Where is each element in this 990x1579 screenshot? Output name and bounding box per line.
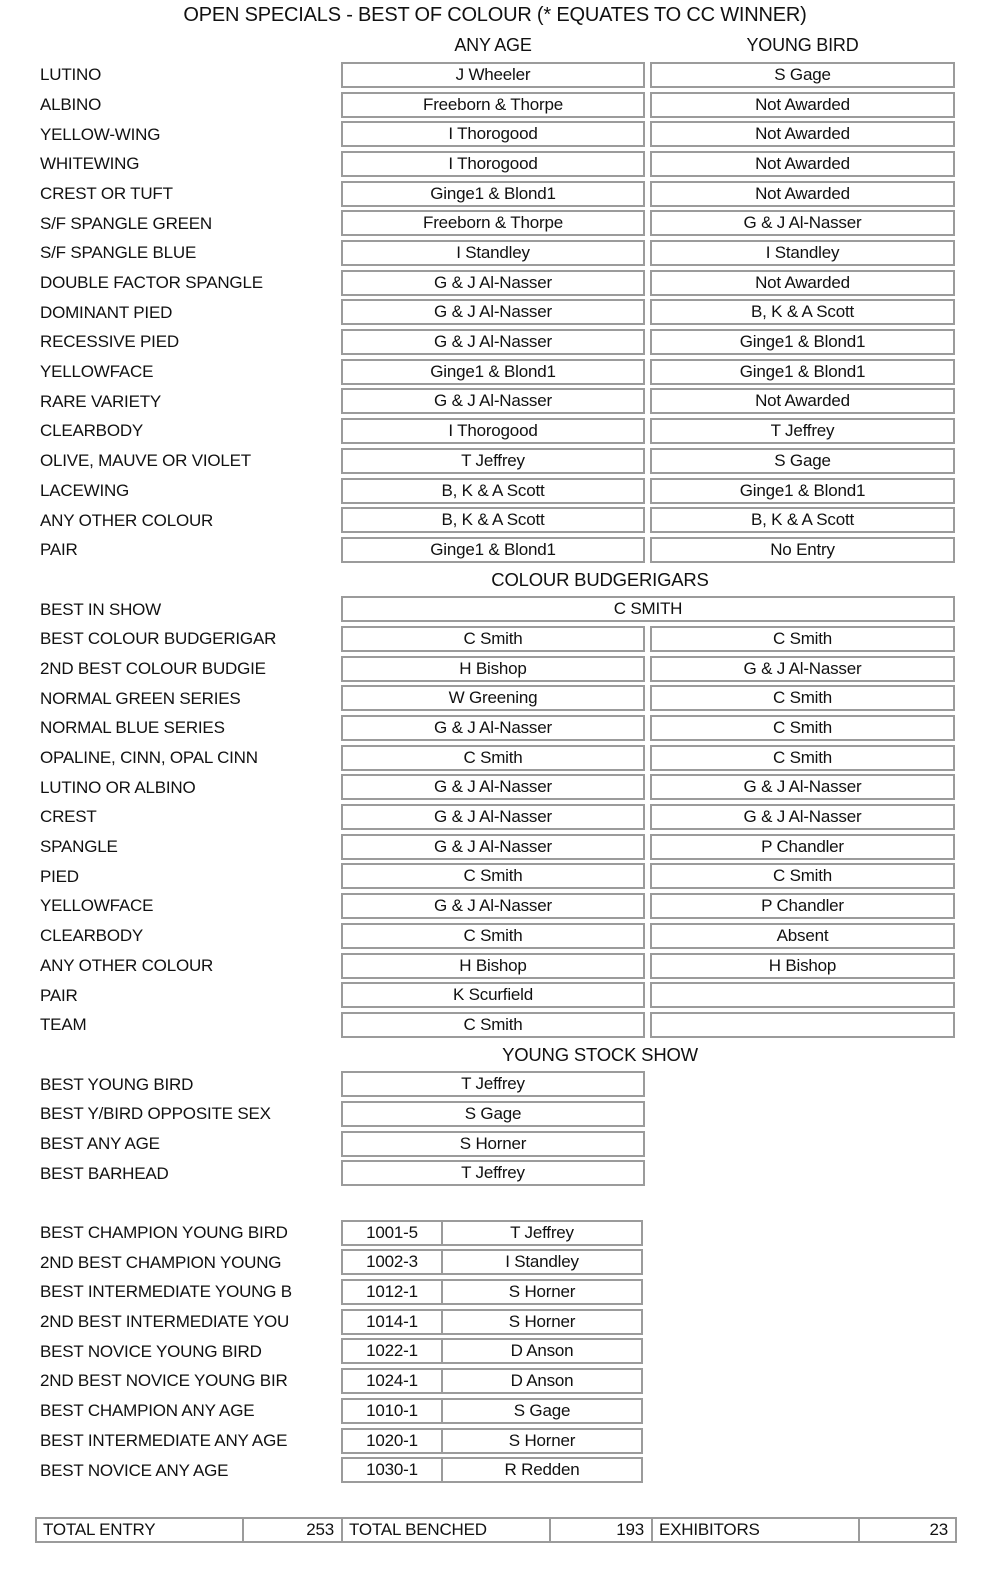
- young-bird-cell: G & J Al-Nasser: [650, 774, 955, 800]
- winner-cell: S Horner: [508, 1282, 576, 1302]
- row-label: BEST ANY AGE: [40, 1133, 160, 1153]
- award-cell-group: [341, 1428, 643, 1454]
- young-bird-cell: P Chandler: [650, 834, 955, 860]
- table-row: [0, 654, 990, 684]
- any-age-cell: I Standley: [341, 240, 645, 266]
- cage-code-cell: 1022-1: [343, 1340, 443, 1362]
- table-row: [0, 179, 990, 209]
- young-bird-cell: B, K & A Scott: [650, 299, 955, 325]
- table-row: [0, 862, 990, 892]
- table-row: [0, 1218, 990, 1248]
- table-row: [0, 1337, 990, 1367]
- row-label: LACEWING: [40, 480, 130, 500]
- table-row: [0, 684, 990, 714]
- row-label: OPALINE, CINN, OPAL CINN: [40, 748, 258, 768]
- any-age-cell: Ginge1 & Blond1: [341, 537, 645, 563]
- any-age-cell: C Smith: [341, 863, 645, 889]
- winner-cell: S Gage: [513, 1400, 571, 1420]
- winner-cell: S Horner: [508, 1311, 576, 1331]
- table-row: [0, 803, 990, 833]
- row-label: LUTINO: [40, 65, 102, 85]
- row-label: NORMAL BLUE SERIES: [40, 718, 225, 738]
- footer-label: TOTAL ENTRY: [43, 1519, 156, 1539]
- footer-label: TOTAL BENCHED: [341, 1519, 549, 1541]
- row-label: YELLOWFACE: [40, 896, 154, 916]
- table-row: [0, 1278, 990, 1308]
- row-label: ALBINO: [40, 94, 102, 114]
- young-bird-cell: S Gage: [650, 62, 955, 88]
- row-label: CREST OR TUFT: [40, 183, 173, 203]
- young-bird-cell: Not Awarded: [650, 121, 955, 147]
- winner-cell: D Anson: [510, 1371, 574, 1391]
- row-label: BEST IN SHOW: [40, 599, 162, 619]
- young-bird-cell: Not Awarded: [650, 270, 955, 296]
- footer-value: 193: [549, 1519, 651, 1541]
- award-cell-group: [341, 1457, 643, 1483]
- any-age-cell: G & J Al-Nasser: [341, 834, 645, 860]
- table-row: [0, 892, 990, 922]
- row-label: YELLOWFACE: [40, 362, 154, 382]
- row-label: PAIR: [40, 985, 78, 1005]
- page-title: OPEN SPECIALS - BEST OF COLOUR (* EQUATES TO CC WINNER): [183, 4, 807, 26]
- any-age-cell: G & J Al-Nasser: [341, 388, 645, 414]
- young-bird-cell: C Smith: [650, 715, 955, 741]
- young-bird-cell: S Gage: [650, 448, 955, 474]
- any-age-cell: G & J Al-Nasser: [341, 299, 645, 325]
- row-label: S/F SPANGLE GREEN: [40, 213, 212, 233]
- table-row: [0, 595, 990, 625]
- row-label: BEST BARHEAD: [40, 1163, 169, 1183]
- table-row: [0, 1456, 990, 1486]
- table-row: [0, 535, 990, 565]
- table-row: [0, 1426, 990, 1456]
- winner-cell: I Standley: [505, 1252, 579, 1272]
- table-row: [0, 773, 990, 803]
- any-age-cell: I Thorogood: [341, 418, 645, 444]
- table-row: [0, 921, 990, 951]
- any-age-cell: G & J Al-Nasser: [341, 715, 645, 741]
- any-age-cell: I Thorogood: [341, 121, 645, 147]
- young-bird-cell: C Smith: [650, 626, 955, 652]
- table-row: [0, 268, 990, 298]
- row-label: BEST YOUNG BIRD: [40, 1074, 194, 1094]
- row-label: ANY OTHER COLOUR: [40, 510, 214, 530]
- row-label: LUTINO OR ALBINO: [40, 777, 196, 797]
- section-heading: COLOUR BUDGERIGARS: [491, 568, 709, 590]
- young-bird-cell: Absent: [650, 923, 955, 949]
- table-row: [0, 1070, 990, 1100]
- table-row: [0, 476, 990, 506]
- row-label: CLEARBODY: [40, 926, 144, 946]
- young-bird-cell: P Chandler: [650, 893, 955, 919]
- row-label: RECESSIVE PIED: [40, 332, 179, 352]
- row-label: BEST CHAMPION YOUNG BIRD: [40, 1223, 288, 1243]
- any-age-cell: S Horner: [341, 1131, 645, 1157]
- row-label: CLEARBODY: [40, 421, 144, 441]
- award-cell-group: [341, 1249, 643, 1275]
- row-label: RARE VARIETY: [40, 391, 162, 411]
- any-age-cell: Freeborn & Thorpe: [341, 210, 645, 236]
- any-age-cell: C Smith: [341, 1012, 645, 1038]
- table-row: [0, 446, 990, 476]
- any-age-cell: H Bishop: [341, 656, 645, 682]
- table-row: [0, 90, 990, 120]
- row-label: BEST NOVICE ANY AGE: [40, 1460, 229, 1480]
- any-age-cell: C Smith: [341, 923, 645, 949]
- row-label: CREST: [40, 807, 97, 827]
- cage-code-cell: 1001-5: [343, 1222, 443, 1244]
- award-cell-group: [341, 1309, 643, 1335]
- any-age-cell: Ginge1 & Blond1: [341, 181, 645, 207]
- span-cell: C SMITH: [341, 596, 955, 622]
- cage-code-cell: 1024-1: [343, 1370, 443, 1392]
- row-label: NORMAL GREEN SERIES: [40, 688, 241, 708]
- row-label: TEAM: [40, 1015, 87, 1035]
- table-row: [0, 951, 990, 981]
- young-bird-cell: C Smith: [650, 863, 955, 889]
- row-label: PIED: [40, 866, 79, 886]
- winner-cell: R Redden: [504, 1460, 580, 1480]
- row-label: BEST INTERMEDIATE ANY AGE: [40, 1430, 288, 1450]
- table-row: [0, 149, 990, 179]
- any-age-cell: C Smith: [341, 626, 645, 652]
- table-row: [0, 417, 990, 447]
- table-row: [0, 1099, 990, 1129]
- table-row: [0, 1129, 990, 1159]
- row-label: DOUBLE FACTOR SPANGLE: [40, 273, 263, 293]
- young-bird-cell: Not Awarded: [650, 92, 955, 118]
- table-row: [0, 1010, 990, 1040]
- table-row: [0, 1248, 990, 1278]
- table-row: [0, 832, 990, 862]
- young-bird-cell: [650, 1012, 955, 1038]
- table-row: [0, 239, 990, 269]
- row-label: BEST Y/BIRD OPPOSITE SEX: [40, 1104, 271, 1124]
- table-row: [0, 1159, 990, 1189]
- any-age-cell: G & J Al-Nasser: [341, 774, 645, 800]
- row-label: S/F SPANGLE BLUE: [40, 243, 197, 263]
- any-age-cell: I Thorogood: [341, 151, 645, 177]
- young-bird-cell: G & J Al-Nasser: [650, 210, 955, 236]
- cage-code-cell: 1030-1: [343, 1459, 443, 1481]
- any-age-cell: T Jeffrey: [341, 1160, 645, 1186]
- any-age-cell: B, K & A Scott: [341, 507, 645, 533]
- young-bird-cell: T Jeffrey: [650, 418, 955, 444]
- any-age-cell: K Scurfield: [341, 982, 645, 1008]
- young-bird-cell: H Bishop: [650, 953, 955, 979]
- table-row: [0, 506, 990, 536]
- row-label: 2ND BEST COLOUR BUDGIE: [40, 658, 266, 678]
- footer-label: EXHIBITORS: [651, 1519, 858, 1541]
- row-label: OLIVE, MAUVE OR VIOLET: [40, 451, 251, 471]
- any-age-cell: G & J Al-Nasser: [341, 270, 645, 296]
- any-age-cell: G & J Al-Nasser: [341, 804, 645, 830]
- young-bird-cell: C Smith: [650, 685, 955, 711]
- winner-cell: D Anson: [510, 1341, 574, 1361]
- table-row: [0, 981, 990, 1011]
- young-bird-cell: Ginge1 & Blond1: [650, 329, 955, 355]
- any-age-cell: Ginge1 & Blond1: [341, 359, 645, 385]
- young-bird-cell: Ginge1 & Blond1: [650, 359, 955, 385]
- column-header-row: [0, 31, 990, 61]
- winner-cell: S Horner: [508, 1430, 576, 1450]
- table-row: [0, 357, 990, 387]
- table-row: [0, 298, 990, 328]
- cage-code-cell: 1002-3: [343, 1251, 443, 1273]
- row-label: SPANGLE: [40, 837, 118, 857]
- table-row: [0, 387, 990, 417]
- any-age-cell: J Wheeler: [341, 62, 645, 88]
- table-row: [0, 1307, 990, 1337]
- row-label: ANY OTHER COLOUR: [40, 955, 214, 975]
- row-label: BEST CHAMPION ANY AGE: [40, 1401, 255, 1421]
- row-label: 2ND BEST INTERMEDIATE YOU: [40, 1312, 290, 1332]
- row-label: BEST COLOUR BUDGERIGAR: [40, 629, 277, 649]
- winner-cell: T Jeffrey: [510, 1222, 574, 1242]
- footer-row: [0, 1515, 990, 1545]
- footer-value: 23: [858, 1519, 955, 1541]
- section-heading-row: [0, 565, 990, 595]
- young-bird-cell: Not Awarded: [650, 151, 955, 177]
- table-row: [0, 209, 990, 239]
- row-label: BEST NOVICE YOUNG BIRD: [40, 1341, 262, 1361]
- any-age-cell: W Greening: [341, 685, 645, 711]
- award-cell-group: [341, 1398, 643, 1424]
- totals-bar: [35, 1517, 957, 1543]
- young-bird-cell: Ginge1 & Blond1: [650, 478, 955, 504]
- young-bird-cell: B, K & A Scott: [650, 507, 955, 533]
- young-bird-cell: No Entry: [650, 537, 955, 563]
- table-row: [0, 714, 990, 744]
- any-age-cell: S Gage: [341, 1101, 645, 1127]
- row-label: YELLOW-WING: [40, 124, 161, 144]
- any-age-cell: Freeborn & Thorpe: [341, 92, 645, 118]
- young-bird-cell: G & J Al-Nasser: [650, 656, 955, 682]
- any-age-cell: G & J Al-Nasser: [341, 893, 645, 919]
- table-row: [0, 1396, 990, 1426]
- spacer-row: [0, 1189, 990, 1219]
- cage-code-cell: 1010-1: [343, 1400, 443, 1422]
- row-label: 2ND BEST NOVICE YOUNG BIR: [40, 1371, 288, 1391]
- row-label: 2ND BEST CHAMPION YOUNG: [40, 1252, 282, 1272]
- any-age-cell: T Jeffrey: [341, 1071, 645, 1097]
- young-bird-cell: [650, 982, 955, 1008]
- award-cell-group: [341, 1338, 643, 1364]
- young-bird-cell: I Standley: [650, 240, 955, 266]
- spacer-row: [0, 1485, 990, 1515]
- award-cell-group: [341, 1368, 643, 1394]
- table-row: [0, 624, 990, 654]
- cage-code-cell: 1014-1: [343, 1311, 443, 1333]
- section-heading-row: [0, 1040, 990, 1070]
- column-header-young-bird: YOUNG BIRD: [746, 34, 859, 55]
- cage-code-cell: 1012-1: [343, 1281, 443, 1303]
- table-row: [0, 743, 990, 773]
- table-row: [0, 120, 990, 150]
- any-age-cell: B, K & A Scott: [341, 478, 645, 504]
- award-cell-group: [341, 1279, 643, 1305]
- any-age-cell: G & J Al-Nasser: [341, 329, 645, 355]
- any-age-cell: T Jeffrey: [341, 448, 645, 474]
- table-row: [0, 328, 990, 358]
- table-row: [0, 1367, 990, 1397]
- young-bird-cell: Not Awarded: [650, 388, 955, 414]
- young-bird-cell: Not Awarded: [650, 181, 955, 207]
- section-heading: YOUNG STOCK SHOW: [502, 1043, 698, 1065]
- cage-code-cell: 1020-1: [343, 1430, 443, 1452]
- row-label: DOMINANT PIED: [40, 302, 173, 322]
- footer-value: 253: [242, 1519, 341, 1541]
- row-label: PAIR: [40, 540, 78, 560]
- any-age-cell: C Smith: [341, 745, 645, 771]
- any-age-cell: H Bishop: [341, 953, 645, 979]
- row-label: BEST INTERMEDIATE YOUNG B: [40, 1282, 292, 1302]
- row-label: WHITEWING: [40, 154, 140, 174]
- young-bird-cell: G & J Al-Nasser: [650, 804, 955, 830]
- column-header-any-age: ANY AGE: [454, 34, 532, 55]
- young-bird-cell: C Smith: [650, 745, 955, 771]
- table-row: [0, 60, 990, 90]
- award-cell-group: [341, 1220, 643, 1246]
